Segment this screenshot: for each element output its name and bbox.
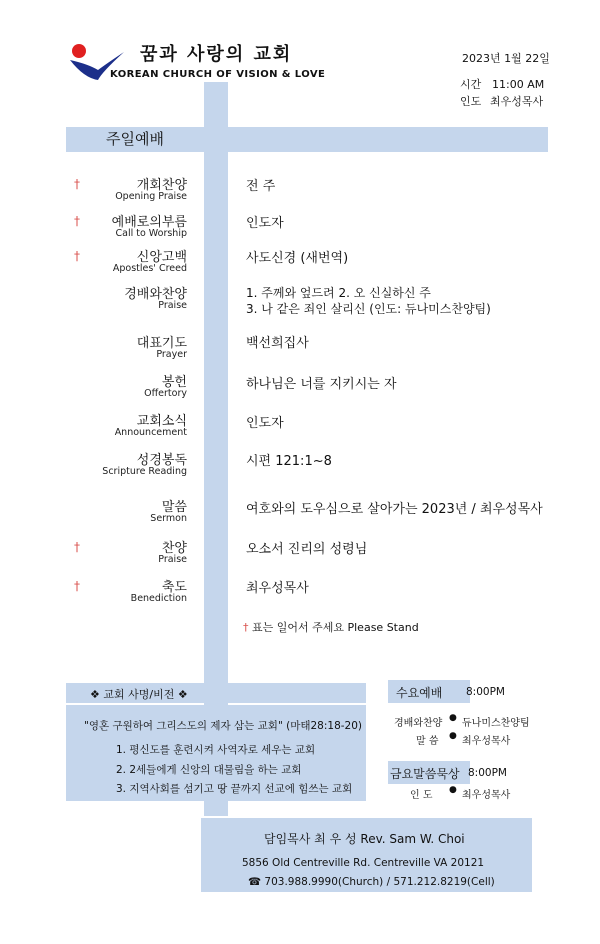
friday-time: 8:00PM: [468, 767, 507, 779]
item-en: Announcement: [114, 427, 187, 438]
item-value: 오소서 진리의 성령님: [246, 542, 368, 557]
item-value: 백선희집사: [246, 336, 309, 351]
item-ko: 봉헌: [161, 375, 187, 390]
item-en: Benediction: [130, 593, 187, 604]
item-en: Offertory: [144, 388, 187, 399]
wednesday-row-label: 말 씀: [416, 736, 439, 747]
item-value: 인도자: [246, 416, 284, 431]
item-value-line1: 1. 주께와 엎드려 2. 오 신실하신 주: [246, 286, 431, 300]
stand-cross-icon: †: [74, 177, 80, 191]
item-en: Scripture Reading: [102, 466, 187, 477]
item-value: 사도신경 (새번역): [246, 251, 349, 266]
wednesday-title: 수요예배: [396, 686, 443, 700]
wednesday-time: 8:00PM: [466, 686, 505, 698]
footer-address: 5856 Old Centreville Rd. Centreville VA 20121: [242, 857, 485, 869]
mission-point: 3. 지역사회를 섬기고 땅 끝까지 선교에 힘쓰는 교회: [116, 783, 353, 795]
item-value: 인도자: [246, 216, 284, 231]
bullet-icon: ●: [449, 785, 457, 795]
service-title: 주일예배: [106, 130, 164, 148]
item-ko: 축도: [161, 580, 187, 595]
item-ko: 경배와찬양: [124, 287, 187, 302]
bullet-icon: ●: [449, 731, 457, 741]
time-value: 11:00 AM: [492, 78, 545, 91]
mission-point: 1. 평신도를 훈련시켜 사역자로 세우는 교회: [116, 744, 316, 756]
bullet-icon: ●: [449, 713, 457, 723]
item-value: 시편 121:1~8: [246, 454, 332, 469]
item-ko: 신앙고백: [136, 250, 187, 265]
church-name-en: KOREAN CHURCH OF VISION & LOVE: [110, 69, 326, 80]
mission-heading: ❖ 교회 사명/비전 ❖: [90, 688, 188, 701]
leader-value: 최우성목사: [490, 95, 544, 108]
item-en: Praise: [158, 300, 187, 311]
friday-row-label: 인 도: [410, 790, 433, 801]
wednesday-row-label: 경배와찬양: [394, 718, 443, 729]
church-name-ko: 꿈과 사랑의 교회: [140, 44, 293, 65]
item-value: 최우성목사: [246, 581, 309, 596]
item-en: Call to Worship: [115, 228, 187, 239]
wednesday-row-value: 최우성목사: [462, 736, 511, 747]
mission-point: 2. 2세들에게 신앙의 대물림을 하는 교회: [116, 764, 302, 776]
item-en: Opening Praise: [115, 191, 187, 202]
footer-phone: ☎ 703.988.9990(Church) / 571.212.8219(Cell): [248, 876, 495, 888]
mission-verse: "영혼 구원하여 그리스도의 제자 삼는 교회" (마태28:18-20): [84, 720, 363, 732]
footer-pastor: 담임목사 최 우 성 Rev. Sam W. Choi: [264, 832, 465, 846]
item-ko: 성경봉독: [136, 453, 187, 468]
item-ko: 대표기도: [136, 336, 187, 351]
stand-cross-icon: †: [74, 579, 80, 593]
item-ko: 말씀: [161, 500, 187, 515]
item-en: Apostles' Creed: [112, 263, 187, 274]
leader-label: 인도: [460, 95, 482, 108]
stand-cross-icon: †: [243, 621, 249, 634]
item-value: 전 주: [246, 179, 276, 194]
item-value-line2: 3. 나 같은 죄인 살리신 (인도: 듀나미스찬양팀): [246, 302, 491, 316]
item-ko: 개회찬양: [136, 178, 187, 193]
item-en: Sermon: [150, 513, 187, 524]
stand-cross-icon: †: [74, 540, 80, 554]
item-value: 여호와의 도우심으로 살아가는 2023년 / 최우성목사: [246, 502, 543, 517]
item-value: 하나님은 너를 지키시는 자: [246, 377, 397, 392]
friday-title: 금요말씀묵상: [390, 767, 460, 781]
stand-cross-icon: †: [74, 249, 80, 263]
item-ko: 교회소식: [136, 414, 187, 429]
stand-note-text: 표는 일어서 주세요 Please Stand: [252, 621, 419, 634]
time-label: 시간: [460, 78, 482, 91]
stand-cross-icon: †: [74, 214, 80, 228]
service-date: 2023년 1월 22일: [462, 52, 550, 65]
item-en: Praise: [158, 554, 187, 565]
friday-row-value: 최우성목사: [462, 790, 511, 801]
item-ko: 찬양: [161, 541, 187, 556]
item-ko: 예배로의부름: [111, 215, 187, 230]
stand-note: [243, 619, 419, 635]
item-en: Prayer: [156, 349, 187, 360]
wednesday-row-value: 듀나미스찬양팀: [462, 718, 530, 729]
